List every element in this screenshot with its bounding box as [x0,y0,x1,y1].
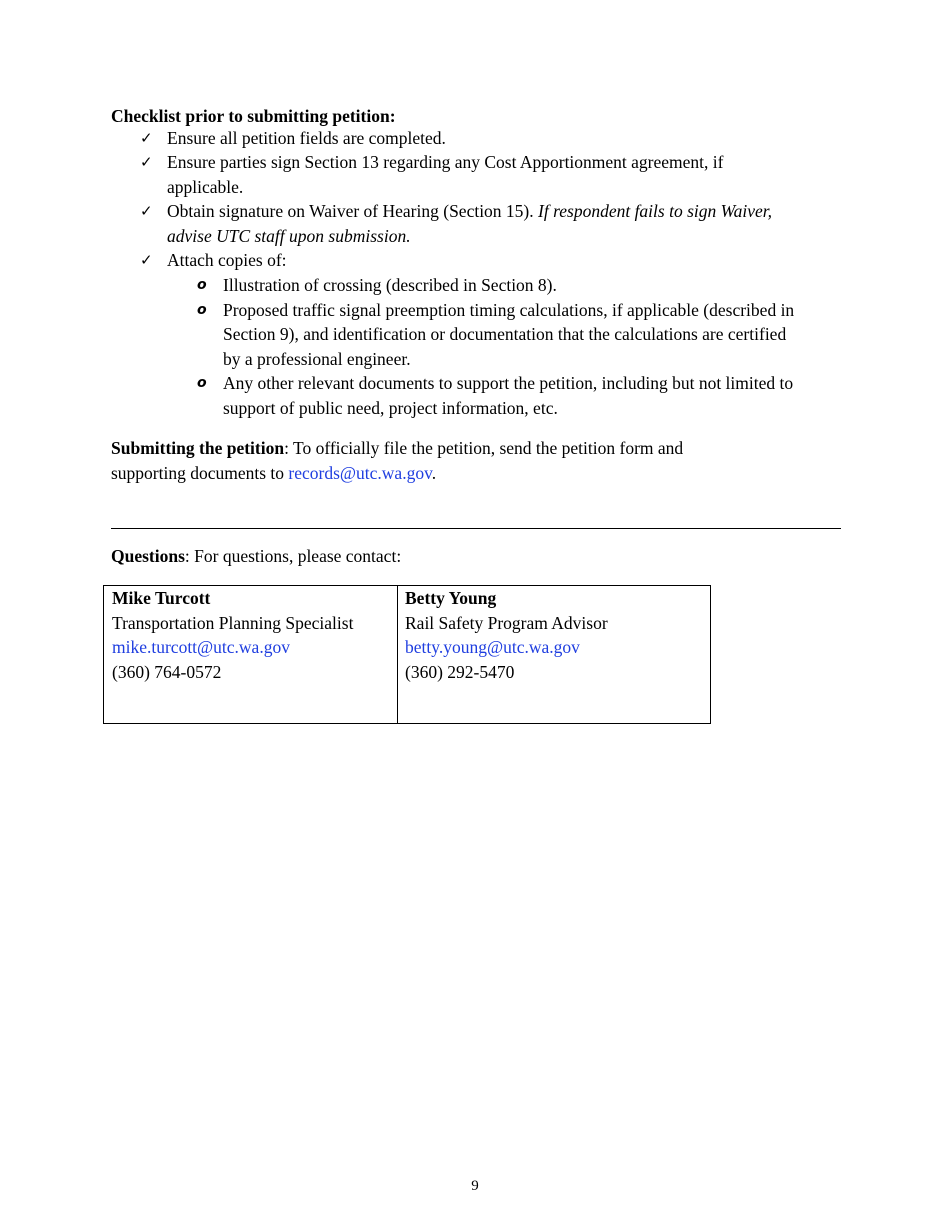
contact-cell-1 [112,586,353,684]
sub-item-3-line1: Any other relevant documents to support the petition, including but not limited to [223,373,794,393]
contact-cell-2 [405,586,608,684]
letter-o-bullet-icon: o [197,302,207,318]
contact-phone: (360) 764-0572 [112,661,222,682]
letter-o-bullet-icon: o [197,375,207,391]
submitting-line1 [111,436,683,461]
checklist-item-1: Ensure all petition fields are completed. [167,128,446,148]
contacts-table [103,585,711,724]
letter-o-bullet-icon: o [197,277,207,293]
sub-item-2-line3: by a professional engineer. [223,349,411,369]
checklist-item-2-line2: applicable. [167,177,244,197]
questions-text: : For questions, please contact: [184,546,402,566]
column-divider [397,586,398,723]
contact-email-link[interactable]: mike.turcott@utc.wa.gov [112,637,290,657]
submitting-text1: : To officially file the petition, send the petition form and [284,438,684,458]
checklist-item-3-line2: advise UTC staff upon submission. [167,226,411,246]
contact-title: Transportation Planning Specialist [112,612,354,633]
divider [111,528,841,529]
sub-item-3-line2: support of public need, project information, etc. [223,398,558,418]
questions-label: Questions [111,546,185,566]
submitting-line2 [111,461,436,486]
contact-phone: (360) 292-5470 [405,661,515,682]
check-mark-icon: ✓ [140,202,153,220]
checklist-item-2-line1: Ensure parties sign Section 13 regarding any Cost Apportionment agreement, if [167,152,724,172]
checklist-item-3-text: Obtain signature on Waiver of Hearing (Section 15). [167,201,539,221]
submitting-text2: supporting documents to [111,463,289,483]
contact-name: Mike Turcott [112,588,211,608]
contact-name: Betty Young [405,588,497,608]
checklist-item-3-line1 [167,199,772,224]
page-number: 9 [471,1178,479,1194]
contact-title: Rail Safety Program Advisor [405,612,608,633]
sub-item-2-line2: Section 9), and identification or documentation that the calculations are certified [223,324,787,344]
contact-email-link[interactable]: betty.young@utc.wa.gov [405,637,580,657]
records-email-link[interactable]: records@utc.wa.gov [288,463,432,483]
checklist-item-3-note: If respondent fails to sign Waiver, [538,201,772,221]
checklist-heading: Checklist prior to submitting petition: [111,106,396,126]
sub-item-1: Illustration of crossing (described in Section 8). [223,275,557,295]
submitting-label: Submitting the petition [111,438,285,458]
questions-line [111,544,401,569]
check-mark-icon: ✓ [140,153,153,171]
check-mark-icon: ✓ [140,251,153,269]
checklist-item-4: Attach copies of: [167,250,287,270]
sub-item-2-line1: Proposed traffic signal preemption timing calculations, if applicable (described in [223,300,795,320]
submitting-period: . [431,463,437,483]
check-mark-icon: ✓ [140,129,153,147]
